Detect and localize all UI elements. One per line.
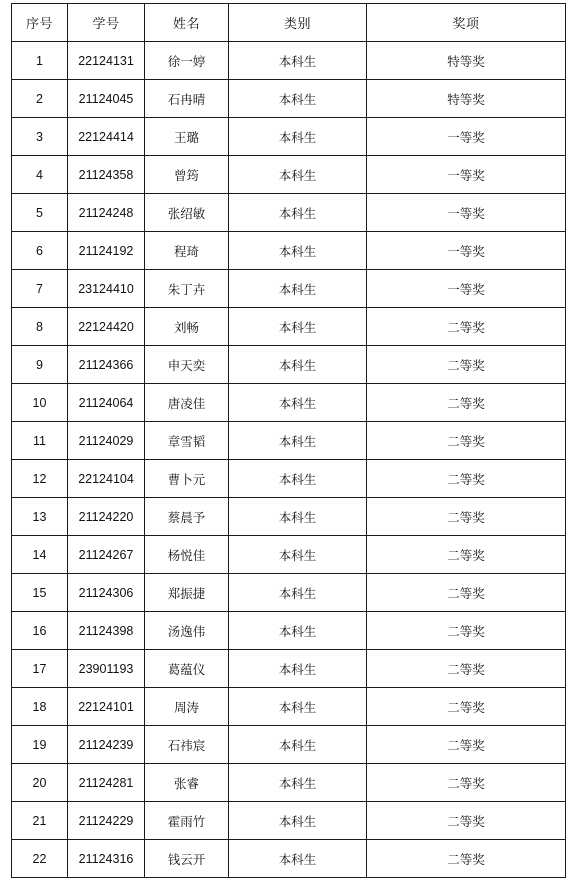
table-row xyxy=(12,574,566,612)
table-row xyxy=(12,42,566,80)
cell-category: 本科生 xyxy=(229,194,367,232)
table-row xyxy=(12,726,566,764)
cell-award: 二等奖 xyxy=(367,384,566,422)
award-list-table xyxy=(11,3,566,878)
cell-name: 曹卜元 xyxy=(145,460,229,498)
cell-award: 二等奖 xyxy=(367,536,566,574)
table-header xyxy=(12,4,566,42)
cell-student-id: 21124192 xyxy=(68,232,145,270)
cell-category: 本科生 xyxy=(229,612,367,650)
table-row xyxy=(12,156,566,194)
cell-seq: 21 xyxy=(12,802,68,840)
cell-seq: 10 xyxy=(12,384,68,422)
cell-student-id: 21124366 xyxy=(68,346,145,384)
cell-name: 汤逸伟 xyxy=(145,612,229,650)
table-row xyxy=(12,612,566,650)
cell-student-id: 21124029 xyxy=(68,422,145,460)
cell-award: 一等奖 xyxy=(367,232,566,270)
cell-student-id: 21124267 xyxy=(68,536,145,574)
cell-seq: 9 xyxy=(12,346,68,384)
cell-student-id: 23901193 xyxy=(68,650,145,688)
cell-category: 本科生 xyxy=(229,308,367,346)
cell-award: 一等奖 xyxy=(367,156,566,194)
cell-name: 张绍敏 xyxy=(145,194,229,232)
cell-category: 本科生 xyxy=(229,270,367,308)
cell-category: 本科生 xyxy=(229,232,367,270)
cell-student-id: 21124239 xyxy=(68,726,145,764)
cell-name: 霍雨竹 xyxy=(145,802,229,840)
table-row xyxy=(12,384,566,422)
table-row xyxy=(12,764,566,802)
cell-seq: 7 xyxy=(12,270,68,308)
cell-name: 唐凌佳 xyxy=(145,384,229,422)
cell-name: 石祎宸 xyxy=(145,726,229,764)
cell-award: 一等奖 xyxy=(367,118,566,156)
table-row xyxy=(12,346,566,384)
cell-award: 二等奖 xyxy=(367,574,566,612)
cell-category: 本科生 xyxy=(229,802,367,840)
table-row xyxy=(12,232,566,270)
cell-category: 本科生 xyxy=(229,384,367,422)
cell-award: 一等奖 xyxy=(367,194,566,232)
cell-award: 二等奖 xyxy=(367,726,566,764)
cell-category: 本科生 xyxy=(229,80,367,118)
cell-award: 二等奖 xyxy=(367,308,566,346)
cell-category: 本科生 xyxy=(229,574,367,612)
cell-award: 二等奖 xyxy=(367,460,566,498)
cell-name: 朱丁卉 xyxy=(145,270,229,308)
cell-name: 曾筠 xyxy=(145,156,229,194)
header-award: 奖项 xyxy=(367,4,566,42)
table-body xyxy=(12,42,566,878)
cell-category: 本科生 xyxy=(229,460,367,498)
cell-student-id: 21124220 xyxy=(68,498,145,536)
table-row xyxy=(12,118,566,156)
cell-seq: 2 xyxy=(12,80,68,118)
cell-category: 本科生 xyxy=(229,118,367,156)
cell-category: 本科生 xyxy=(229,422,367,460)
table-row xyxy=(12,270,566,308)
cell-award: 二等奖 xyxy=(367,498,566,536)
cell-seq: 18 xyxy=(12,688,68,726)
cell-seq: 15 xyxy=(12,574,68,612)
cell-student-id: 21124398 xyxy=(68,612,145,650)
cell-name: 钱云开 xyxy=(145,840,229,878)
table-row xyxy=(12,688,566,726)
cell-name: 章雪韬 xyxy=(145,422,229,460)
cell-student-id: 22124131 xyxy=(68,42,145,80)
header-student-id: 学号 xyxy=(68,4,145,42)
header-category: 类别 xyxy=(229,4,367,42)
cell-seq: 19 xyxy=(12,726,68,764)
cell-award: 二等奖 xyxy=(367,688,566,726)
table-row xyxy=(12,308,566,346)
table-row xyxy=(12,460,566,498)
table-row xyxy=(12,194,566,232)
cell-student-id: 21124281 xyxy=(68,764,145,802)
cell-category: 本科生 xyxy=(229,650,367,688)
cell-seq: 11 xyxy=(12,422,68,460)
table-row xyxy=(12,802,566,840)
cell-name: 葛蕴仪 xyxy=(145,650,229,688)
cell-student-id: 21124045 xyxy=(68,80,145,118)
cell-award: 二等奖 xyxy=(367,802,566,840)
cell-award: 二等奖 xyxy=(367,650,566,688)
cell-category: 本科生 xyxy=(229,764,367,802)
cell-seq: 16 xyxy=(12,612,68,650)
cell-student-id: 21124064 xyxy=(68,384,145,422)
cell-name: 程琦 xyxy=(145,232,229,270)
cell-student-id: 22124104 xyxy=(68,460,145,498)
cell-seq: 20 xyxy=(12,764,68,802)
cell-category: 本科生 xyxy=(229,726,367,764)
table-row xyxy=(12,650,566,688)
cell-name: 申天奕 xyxy=(145,346,229,384)
header-row xyxy=(12,4,566,42)
cell-name: 刘畅 xyxy=(145,308,229,346)
cell-seq: 17 xyxy=(12,650,68,688)
cell-name: 蔡晨予 xyxy=(145,498,229,536)
cell-student-id: 21124358 xyxy=(68,156,145,194)
table-row xyxy=(12,422,566,460)
cell-award: 特等奖 xyxy=(367,42,566,80)
cell-category: 本科生 xyxy=(229,42,367,80)
cell-award: 一等奖 xyxy=(367,270,566,308)
cell-name: 石冉晴 xyxy=(145,80,229,118)
cell-seq: 14 xyxy=(12,536,68,574)
cell-seq: 3 xyxy=(12,118,68,156)
table-row xyxy=(12,840,566,878)
cell-name: 郑振捷 xyxy=(145,574,229,612)
cell-category: 本科生 xyxy=(229,536,367,574)
cell-seq: 13 xyxy=(12,498,68,536)
cell-student-id: 21124306 xyxy=(68,574,145,612)
table-row xyxy=(12,536,566,574)
table-row xyxy=(12,498,566,536)
cell-name: 徐一婷 xyxy=(145,42,229,80)
cell-student-id: 21124229 xyxy=(68,802,145,840)
cell-seq: 8 xyxy=(12,308,68,346)
cell-category: 本科生 xyxy=(229,688,367,726)
cell-student-id: 21124248 xyxy=(68,194,145,232)
cell-student-id: 21124316 xyxy=(68,840,145,878)
cell-award: 二等奖 xyxy=(367,764,566,802)
cell-student-id: 22124101 xyxy=(68,688,145,726)
header-name: 姓名 xyxy=(145,4,229,42)
cell-seq: 5 xyxy=(12,194,68,232)
cell-category: 本科生 xyxy=(229,840,367,878)
cell-student-id: 22124414 xyxy=(68,118,145,156)
cell-category: 本科生 xyxy=(229,156,367,194)
cell-seq: 6 xyxy=(12,232,68,270)
cell-name: 杨悦佳 xyxy=(145,536,229,574)
cell-award: 二等奖 xyxy=(367,422,566,460)
cell-award: 特等奖 xyxy=(367,80,566,118)
table-row xyxy=(12,80,566,118)
cell-seq: 12 xyxy=(12,460,68,498)
cell-name: 张睿 xyxy=(145,764,229,802)
cell-award: 二等奖 xyxy=(367,346,566,384)
cell-name: 王璐 xyxy=(145,118,229,156)
cell-seq: 1 xyxy=(12,42,68,80)
cell-student-id: 22124420 xyxy=(68,308,145,346)
cell-name: 周涛 xyxy=(145,688,229,726)
cell-award: 二等奖 xyxy=(367,840,566,878)
cell-seq: 22 xyxy=(12,840,68,878)
cell-student-id: 23124410 xyxy=(68,270,145,308)
cell-seq: 4 xyxy=(12,156,68,194)
header-seq: 序号 xyxy=(12,4,68,42)
cell-category: 本科生 xyxy=(229,498,367,536)
cell-category: 本科生 xyxy=(229,346,367,384)
cell-award: 二等奖 xyxy=(367,612,566,650)
